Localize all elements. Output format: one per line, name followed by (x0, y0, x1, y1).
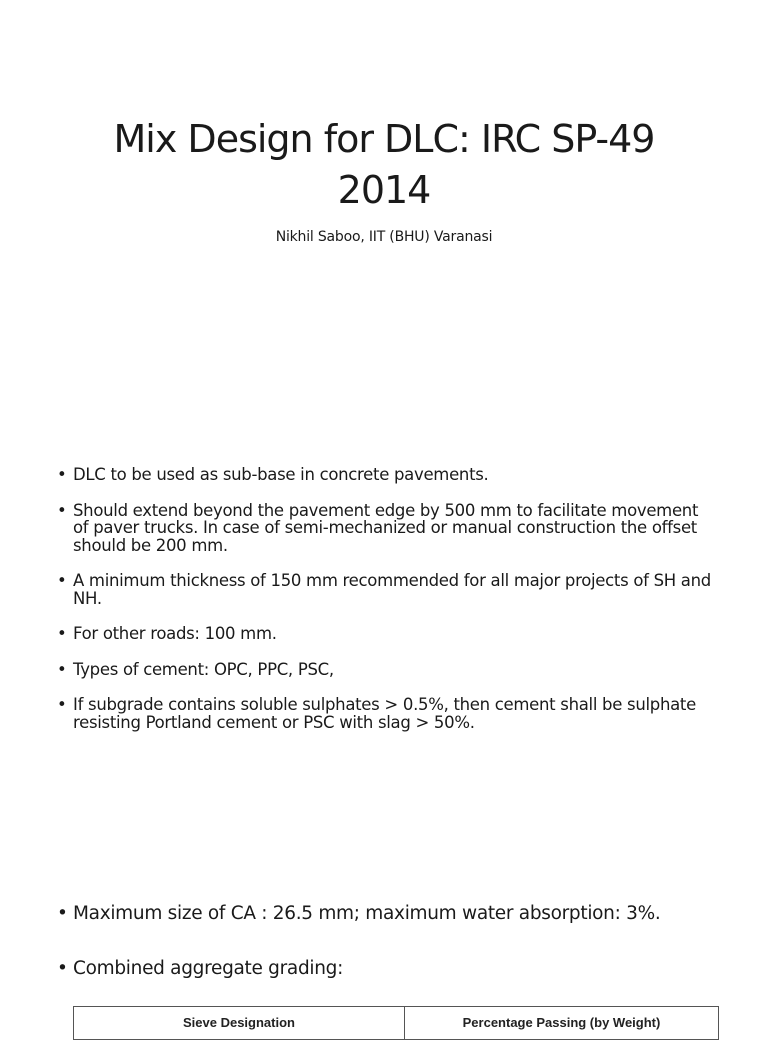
bullet-text: A minimum thickness of 150 mm recommended for all major projects of SH and NH. (73, 571, 711, 608)
bullet-item (57, 957, 717, 981)
bullet-dot: • (57, 958, 68, 979)
bullet-text: DLC to be used as sub-base in concrete pavements. (73, 465, 489, 484)
bullet-dot: • (57, 903, 68, 924)
bullet-dot: • (57, 659, 67, 679)
bullet-item (57, 661, 717, 679)
slide-title: Mix Design for DLC: IRC SP-49 2014 (113, 117, 655, 212)
bullet-dot: • (57, 695, 67, 714)
bullet-list-aggregate (57, 902, 717, 1012)
bullet-item (57, 902, 717, 926)
bullet-item (57, 572, 717, 607)
bullet-item (57, 502, 717, 555)
bullet-list-main (57, 466, 717, 749)
bullet-item (57, 466, 717, 484)
slide-subtitle: Nikhil Saboo, IIT (BHU) Varanasi (275, 229, 493, 245)
aggregate-grading-table (73, 1006, 719, 1040)
table-header-row (74, 1007, 719, 1040)
bullet-item (57, 625, 717, 643)
bullet-dot: • (57, 571, 67, 590)
table-header-passing: Percentage Passing (by Weight) (405, 1007, 719, 1040)
table-header-sieve: Sieve Designation (74, 1007, 405, 1040)
bullet-text: If subgrade contains soluble sulphates > 0.5%, then cement shall be sulphate resisting Portland cement or PSC with slag > 50%. (73, 695, 696, 732)
bullet-text: Types of cement: OPC, PPC, PSC, (73, 659, 334, 679)
bullet-dot: • (57, 624, 67, 643)
bullet-text: For other roads: 100 mm. (73, 624, 277, 643)
bullet-text: Maximum size of CA : 26.5 mm; maximum water absorption: 3%. (73, 903, 661, 924)
bullet-text: Should extend beyond the pavement edge by 500 mm to facilitate movement of paver trucks. In case of semi-mechanized or manual construction the offset should be 200 mm. (73, 500, 699, 555)
bullet-dot: • (57, 465, 67, 484)
bullet-item (57, 696, 717, 731)
bullet-text: Combined aggregate grading: (73, 958, 344, 979)
bullet-dot: • (57, 500, 67, 520)
